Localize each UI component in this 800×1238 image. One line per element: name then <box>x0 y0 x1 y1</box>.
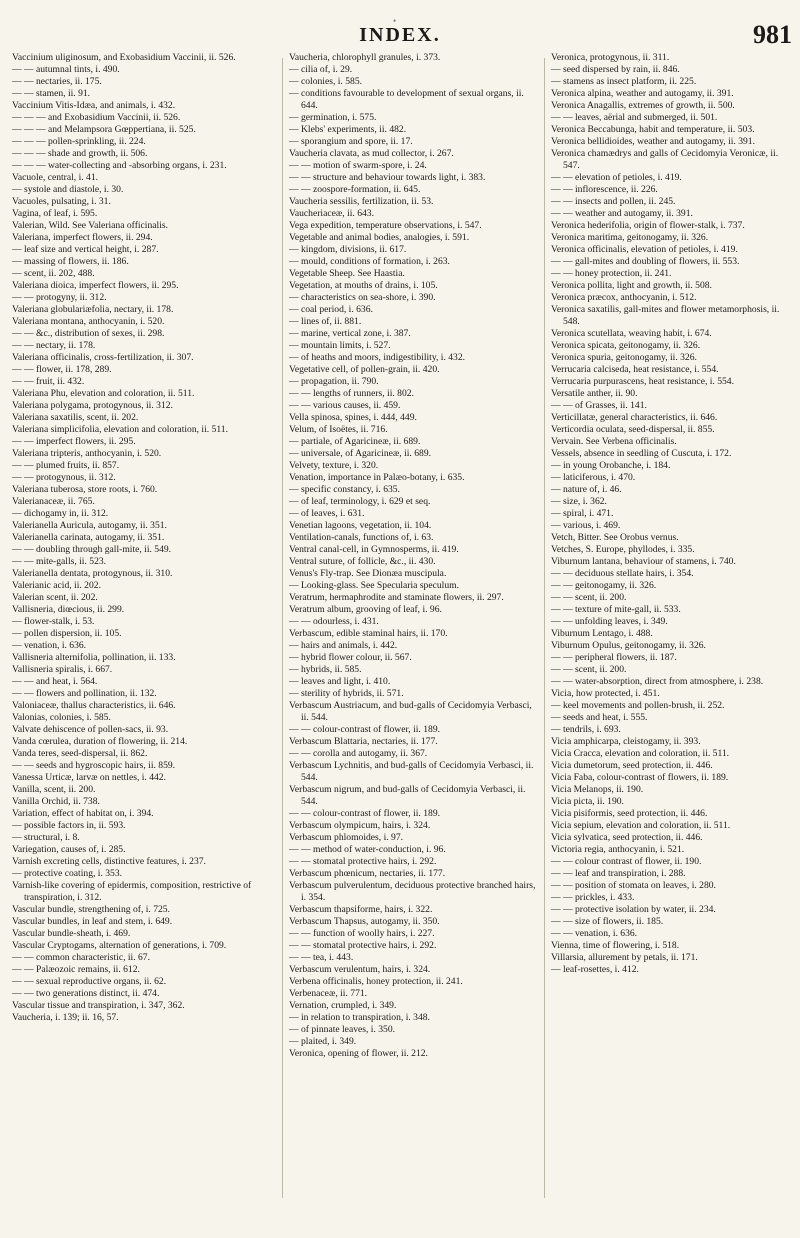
index-entry: Veronica alpina, weather and autogamy, ii. 391. <box>551 88 734 99</box>
index-entry: — size, i. 362. <box>551 496 607 507</box>
index-entry: Vegetable and animal bodies, analogies, i. 591. <box>289 232 470 243</box>
index-entry: Veronica maritima, geitonogamy, ii. 326. <box>551 232 709 243</box>
index-entry: — in relation to transpiration, i. 348. <box>289 1012 430 1023</box>
index-entry: — structural, i. 8. <box>12 832 80 843</box>
index-entry: Verbascum pulverulentum, deciduous protective branched hairs, i. 354. <box>289 880 538 903</box>
index-entry: Valeriana simplicifolia, elevation and coloration, ii. 511. <box>12 424 228 435</box>
index-entry: — seed dispersed by rain, ii. 846. <box>551 64 680 75</box>
index-entry: Verbascum Lychnitis, and bud-galls of Cecidomyia Verbasci, ii. 544. <box>289 760 536 783</box>
index-entry: — lines of, ii. 881. <box>289 316 362 327</box>
index-entry: Vessels, absence in seedling of Cuscuta, i. 172. <box>551 448 732 459</box>
index-entry: — tendrils, i. 693. <box>551 724 621 735</box>
index-entry: Verrucaria purpurascens, heat resistance, i. 554. <box>551 376 735 387</box>
index-entry: Vanessa Urticæ, larvæ on nettles, i. 442. <box>12 772 167 783</box>
index-entry: Vaccinium uliginosum, and Exobasidium Vaccinii, ii. 526. <box>12 52 236 63</box>
index-entry: — Looking-glass. See Specularia speculum. <box>289 580 459 591</box>
index-entry: Vaucheria clavata, as mud collector, i. 267. <box>289 148 454 159</box>
index-entry: Vagina, of leaf, i. 595. <box>12 208 98 219</box>
index-entry: — — protogynous, ii. 312. <box>12 472 116 483</box>
index-entry: — — corolla and autogamy, ii. 367. <box>289 748 428 759</box>
index-entry: Veronica officinalis, elevation of petioles, i. 419. <box>551 244 738 255</box>
index-column-1 <box>12 52 274 1024</box>
index-entry: Vascular bundle, strengthening of, i. 725. <box>12 904 170 915</box>
index-entry: Valerianella dentata, protogynous, ii. 310. <box>12 568 173 579</box>
index-entry: Vascular bundles, in leaf and stem, i. 649. <box>12 916 173 927</box>
index-entry: — — — and Melampsora Gœppertiana, ii. 525. <box>12 124 196 135</box>
index-entry: Vaccinium Vitis-Idæa, and animals, i. 432. <box>12 100 176 111</box>
index-entry: — — lengths of runners, ii. 802. <box>289 388 414 399</box>
index-entry: Ventilation-canals, functions of, i. 63. <box>289 532 434 543</box>
index-entry: — protective coating, i. 353. <box>12 868 123 879</box>
index-entry: Valeriana dioica, imperfect flowers, ii. 295. <box>12 280 179 291</box>
index-entry: — — water-absorption, direct from atmosphere, i. 238. <box>551 676 764 687</box>
index-entry: Vascular bundle-sheath, i. 469. <box>12 928 131 939</box>
index-entry: — of pinnate leaves, i. 350. <box>289 1024 396 1035</box>
index-entry: Vegetable Sheep. See Haastia. <box>289 268 405 279</box>
index-entry: Vegetative cell, of pollen-grain, ii. 420. <box>289 364 440 375</box>
index-entry: — — geitonogamy, ii. 326. <box>551 580 657 591</box>
index-entry: Venus's Fly-trap. See Dionæa muscipula. <box>289 568 447 579</box>
index-entry: Veronica bellidioides, weather and autogamy, ii. 391. <box>551 136 755 147</box>
index-entry: Vicia sylvatica, seed protection, ii. 446. <box>551 832 703 843</box>
index-entry: Vervain. See Verbena officinalis. <box>551 436 677 447</box>
index-entry: Versatile anther, ii. 90. <box>551 388 638 399</box>
running-title: INDEX. <box>359 24 441 46</box>
index-entry: — — flowers and pollination, ii. 132. <box>12 688 157 699</box>
index-entry: Viburnum lantana, behaviour of stamens, i. 740. <box>551 556 736 567</box>
index-entry: — — plumed fruits, ii. 857. <box>12 460 120 471</box>
index-entry: Viburnum Opulus, geitonogamy, ii. 326. <box>551 640 706 651</box>
index-entry: — — scent, ii. 200. <box>551 664 627 675</box>
index-entry: Vetches, S. Europe, phyllodes, i. 335. <box>551 544 695 555</box>
index-entry: Veronica saxatilis, gall-mites and flower metamorphosis, ii. 548. <box>551 304 782 327</box>
index-entry: Vaucheria sessilis, fertilization, ii. 53. <box>289 196 434 207</box>
index-entry: — — stomatal protective hairs, i. 292. <box>289 940 437 951</box>
index-entry: — sporangium and spore, ii. 17. <box>289 136 413 147</box>
index-entry: — — autumnal tints, i. 490. <box>12 64 120 75</box>
index-entry: — — of Grasses, ii. 141. <box>551 400 647 411</box>
index-entry: — pollen dispersion, ii. 105. <box>12 628 122 639</box>
index-entry: — sterility of hybrids, ii. 571. <box>289 688 404 699</box>
index-entry: — — nectary, ii. 178. <box>12 340 96 351</box>
index-entry: — — odourless, i. 431. <box>289 616 379 627</box>
index-entry: — — motion of swarm-spore, i. 24. <box>289 160 427 171</box>
column-divider <box>544 58 545 1198</box>
index-entry: — spiral, i. 471. <box>551 508 614 519</box>
index-entry: Valeriana saxatilis, scent, ii. 202. <box>12 412 139 423</box>
index-entry: Vicia Cracca, elevation and coloration, ii. 511. <box>551 748 730 759</box>
index-entry: Verticordia oculata, seed-dispersal, ii. 855. <box>551 424 715 435</box>
index-entry: Varnish-like covering of epidermis, composition, restrictive of transpiration, i. 312. <box>12 880 254 903</box>
index-entry: Veronica, protogynous, ii. 311. <box>551 52 670 63</box>
index-entry: — — peripheral flowers, ii. 187. <box>551 652 677 663</box>
index-entry: Vacuole, central, i. 41. <box>12 172 99 183</box>
index-entry: Veronica hederifolia, origin of flower-stalk, i. 737. <box>551 220 745 231</box>
index-entry: Viburnum Lentago, i. 488. <box>551 628 653 639</box>
index-entry: Velvety, texture, i. 320. <box>289 460 379 471</box>
index-entry: Veratrum album, grooving of leaf, i. 96. <box>289 604 442 615</box>
index-entry: — propagation, ii. 790. <box>289 376 379 387</box>
page-number: 981 <box>753 20 792 49</box>
index-entry: — — various causes, ii. 459. <box>289 400 401 411</box>
index-entry: — specific constancy, i. 635. <box>289 484 401 495</box>
index-entry: Valerian, Wild. See Valeriana officinalis. <box>12 220 168 231</box>
index-entry: Veronica pollita, light and growth, ii. 508. <box>551 280 712 291</box>
index-entry: — characteristics on sea-shore, i. 390. <box>289 292 436 303</box>
index-entry: Vicia amphicarpa, cleistogamy, ii. 393. <box>551 736 701 747</box>
index-entry: Victoria regia, anthocyanin, i. 521. <box>551 844 685 855</box>
index-entry: — — Palæozoic remains, ii. 612. <box>12 964 140 975</box>
index-entry: — — — shade and growth, ii. 506. <box>12 148 148 159</box>
index-entry: — nature of, i. 46. <box>551 484 622 495</box>
index-entry: — various, i. 469. <box>551 520 621 531</box>
index-entry: — — two generations distinct, ii. 474. <box>12 988 160 999</box>
index-entry: Valeriana Phu, elevation and coloration, ii. 511. <box>12 388 195 399</box>
index-entry: Verbascum Blattaria, nectaries, ii. 177. <box>289 736 438 747</box>
index-entry: Vallisneria spiralis, i. 667. <box>12 664 113 675</box>
index-entry: Verbascum phlomoides, i. 97. <box>289 832 404 843</box>
index-entry: — dichogamy in, ii. 312. <box>12 508 109 519</box>
index-entry: Valerian scent, ii. 202. <box>12 592 98 603</box>
index-entry: — — deciduous stellate hairs, i. 354. <box>551 568 694 579</box>
index-entry: — conditions favourable to development of sexual organs, ii. 644. <box>289 88 527 111</box>
index-entry: — germination, i. 575. <box>289 112 377 123</box>
index-entry: — — weather and autogamy, ii. 391. <box>551 208 693 219</box>
index-entry: Valeriana polygama, protogynous, ii. 312. <box>12 400 173 411</box>
index-entry: — — stomatal protective hairs, i. 292. <box>289 856 437 867</box>
index-entry: Veronica præcox, anthocyanin, i. 512. <box>551 292 697 303</box>
column-divider <box>282 58 283 1198</box>
index-entry: Valeriana officinalis, cross-fertilization, ii. 307. <box>12 352 194 363</box>
index-entry: — — venation, i. 636. <box>551 928 638 939</box>
index-entry: — — — water-collecting and -absorbing organs, i. 231. <box>12 160 227 171</box>
index-entry: Verbascum Austriacum, and bud-galls of Cecidomyia Verbasci, ii. 544. <box>289 700 535 723</box>
index-entry: Vaucheria, i. 139; ii. 16, 57. <box>12 1012 119 1023</box>
index-entry: Valerianaceæ, ii. 765. <box>12 496 95 507</box>
index-entry: Verbascum Thapsus, autogamy, ii. 350. <box>289 916 440 927</box>
index-entry: — — &c., distribution of sexes, ii. 298. <box>12 328 165 339</box>
index-entry: — seeds and heat, i. 555. <box>551 712 648 723</box>
index-entry: — — common characteristic, ii. 67. <box>12 952 151 963</box>
index-entry: — — gall-mites and doubling of flowers, ii. 553. <box>551 256 740 267</box>
index-entry: Veronica, opening of flower, ii. 212. <box>289 1048 428 1059</box>
index-entry: — — imperfect flowers, ii. 295. <box>12 436 136 447</box>
index-entry: — — colour-contrast of flower, ii. 189. <box>289 808 441 819</box>
index-entry: Vanda cœrulea, duration of flowering, ii. 214. <box>12 736 188 747</box>
index-entry: Valoniaceæ, thallus characteristics, ii. 646. <box>12 700 176 711</box>
index-entry: Vernation, crumpled, i. 349. <box>289 1000 397 1011</box>
index-entry: Veronica spuria, geitonogamy, ii. 326. <box>551 352 697 363</box>
index-entry: — of leaf, terminology, i. 629 et seq. <box>289 496 431 507</box>
index-entry: Valvate dehiscence of pollen-sacs, ii. 93. <box>12 724 169 735</box>
index-entry: Verrucaria calciseda, heat resistance, i. 554. <box>551 364 719 375</box>
index-entry: — — tea, i. 443. <box>289 952 354 963</box>
index-entry: Venation, importance in Palæo-botany, i. 635. <box>289 472 465 483</box>
index-entry: Vascular tissue and transpiration, i. 347, 362. <box>12 1000 185 1011</box>
index-entry: Verbenaceæ, ii. 771. <box>289 988 368 999</box>
index-entry: Vetch, Bitter. See Orobus vernus. <box>551 532 679 543</box>
index-entry: — — function of woolly hairs, i. 227. <box>289 928 435 939</box>
index-entry: Vicia Melanops, ii. 190. <box>551 784 644 795</box>
index-entry: — — — and Exobasidium Vaccinii, ii. 526. <box>12 112 181 123</box>
index-entry: — colonies, i. 585. <box>289 76 363 87</box>
index-entry: — — inflorescence, ii. 226. <box>551 184 658 195</box>
index-entry: — — doubling through gall-mite, ii. 549. <box>12 544 172 555</box>
index-entry: — — flower, ii. 178, 289. <box>12 364 112 375</box>
index-entry: — hybrids, ii. 585. <box>289 664 362 675</box>
index-entry: Vallisneria alternifolia, pollination, ii. 133. <box>12 652 176 663</box>
index-entry: — — nectaries, ii. 175. <box>12 76 102 87</box>
index-entry: — — fruit, ii. 432. <box>12 376 85 387</box>
index-entry: Valeriana tripteris, anthocyanin, i. 520. <box>12 448 162 459</box>
index-column-3 <box>551 52 794 976</box>
index-entry: Veronica scutellata, weaving habit, i. 674. <box>551 328 712 339</box>
index-entry: — — protective isolation by water, ii. 234. <box>551 904 716 915</box>
index-entry: — keel movements and pollen-brush, ii. 252. <box>551 700 725 711</box>
index-entry: Vicia sepium, elevation and coloration, ii. 511. <box>551 820 731 831</box>
index-entry: — Klebs' experiments, ii. 482. <box>289 124 407 135</box>
index-entry: Verbascum olympicum, hairs, i. 324. <box>289 820 431 831</box>
index-entry: — — elevation of petioles, i. 419. <box>551 172 682 183</box>
index-entry: — of heaths and moors, indigestibility, i. 432. <box>289 352 466 363</box>
index-entry: Venetian lagoons, vegetation, ii. 104. <box>289 520 432 531</box>
index-entry: — — leaves, aërial and submerged, ii. 501. <box>551 112 718 123</box>
index-entry: — kingdom, divisions, ii. 617. <box>289 244 407 255</box>
index-entry: Vanilla Orchid, ii. 738. <box>12 796 100 807</box>
index-entry: Verbascum verulentum, hairs, i. 324. <box>289 964 431 975</box>
index-entry: Vicia Faba, colour-contrast of flowers, ii. 189. <box>551 772 729 783</box>
index-entry: — systole and diastole, i. 30. <box>12 184 124 195</box>
index-entry: Vegetation, at mouths of drains, i. 105. <box>289 280 438 291</box>
index-entry: — venation, i. 636. <box>12 640 87 651</box>
index-entry: Vascular Cryptogams, alternation of generations, i. 709. <box>12 940 227 951</box>
index-entry: — — honey protection, ii. 241. <box>551 268 672 279</box>
index-entry: — leaf-rosettes, i. 412. <box>551 964 639 975</box>
index-entry: — — scent, ii. 200. <box>551 592 627 603</box>
index-entry: — — method of water-conduction, i. 96. <box>289 844 446 855</box>
index-entry: Valeriana tuberosa, store roots, i. 760. <box>12 484 158 495</box>
index-entry: Vega expedition, temperature observations, i. 547. <box>289 220 482 231</box>
index-entry: — — and heat, i. 564. <box>12 676 98 687</box>
index-entry: Ventral suture, of follicle, &c., ii. 430. <box>289 556 436 567</box>
index-entry: — — sexual reproductive organs, ii. 62. <box>12 976 167 987</box>
index-entry: Vienna, time of flowering, i. 518. <box>551 940 680 951</box>
index-entry: — scent, ii. 202, 488. <box>12 268 95 279</box>
index-entry: Valerianella carinata, autogamy, ii. 351. <box>12 532 165 543</box>
index-entry: — leaf size and vertical height, i. 287. <box>12 244 159 255</box>
index-entry: Verbena officinalis, honey protection, ii. 241. <box>289 976 463 987</box>
index-entry: Verticillatæ, general characteristics, ii. 646. <box>551 412 718 423</box>
index-entry: Vaucheriaceæ, ii. 643. <box>289 208 374 219</box>
index-entry: Vicia dumetorum, seed protection, ii. 446. <box>551 760 713 771</box>
index-entry: — hybrid flower colour, ii. 567. <box>289 652 412 663</box>
index-entry: Variation, effect of habitat on, i. 394. <box>12 808 154 819</box>
index-entry: — stamens as insect platform, ii. 225. <box>551 76 697 87</box>
index-entry: — — size of flowers, ii. 185. <box>551 916 664 927</box>
index-entry: Verbascum phœnicum, nectaries, ii. 177. <box>289 868 446 879</box>
index-column-2 <box>289 52 537 1060</box>
page-header <box>0 14 800 48</box>
header-dot: • <box>393 16 397 26</box>
index-entry: Velum, of Isoëtes, ii. 716. <box>289 424 388 435</box>
index-entry: — — leaf and transpiration, i. 288. <box>551 868 686 879</box>
index-entry: Verbascum, edible staminal hairs, ii. 170. <box>289 628 448 639</box>
index-entry: — marine, vertical zone, i. 387. <box>289 328 411 339</box>
index-entry: Vaucheria, chlorophyll granules, i. 373. <box>289 52 441 63</box>
index-entry: — hairs and animals, i. 442. <box>289 640 398 651</box>
index-entry: Vicia pisiformis, seed protection, ii. 446. <box>551 808 708 819</box>
index-entry: Verbascum nigrum, and bud-galls of Cecidomyia Verbasci, ii. 544. <box>289 784 528 807</box>
index-entry: Ventral canal-cell, in Gymnosperms, ii. 419. <box>289 544 459 555</box>
index-entry: Varnish excreting cells, distinctive features, i. 237. <box>12 856 206 867</box>
index-entry: Valerianella Auricula, autogamy, ii. 351. <box>12 520 167 531</box>
index-entry: — — — pollen-sprinkling, ii. 224. <box>12 136 146 147</box>
index-entry: Vella spinosa, spines, i. 444, 449. <box>289 412 417 423</box>
index-entry: — of leaves, i. 631. <box>289 508 365 519</box>
index-entry: Vanilla, scent, ii. 200. <box>12 784 96 795</box>
index-entry: — possible factors in, ii. 593. <box>12 820 126 831</box>
index-entry: — flower-stalk, i. 53. <box>12 616 95 627</box>
index-entry: — — zoospore-formation, ii. 645. <box>289 184 421 195</box>
index-entry: — partiale, of Agaricineæ, ii. 689. <box>289 436 421 447</box>
index-entry: Valeriana globulariæfolia, nectary, ii. 178. <box>12 304 174 315</box>
index-entry: — mountain limits, i. 527. <box>289 340 391 351</box>
index-entry: Vicia, how protected, i. 451. <box>551 688 660 699</box>
index-entry: Valonias, colonies, i. 585. <box>12 712 111 723</box>
index-entry: — — colour contrast of flower, ii. 190. <box>551 856 702 867</box>
index-entry: — universale, of Agaricineæ, ii. 689. <box>289 448 432 459</box>
index-entry: Valeriana, imperfect flowers, ii. 294. <box>12 232 153 243</box>
index-entry: Vallisneria, diœcious, ii. 299. <box>12 604 125 615</box>
index-entry: Variegation, causes of, i. 285. <box>12 844 126 855</box>
index-entry: — laticiferous, i. 470. <box>551 472 636 483</box>
index-entry: Vacuoles, pulsating, i. 31. <box>12 196 111 207</box>
index-entry: — — insects and pollen, ii. 245. <box>551 196 676 207</box>
index-entry: — — seeds and hygroscopic hairs, ii. 859. <box>12 760 176 771</box>
index-entry: — — structure and behaviour towards light, i. 383. <box>289 172 486 183</box>
index-entry: Valeriana montana, anthocyanin, i. 520. <box>12 316 165 327</box>
index-entry: Verbascum thapsiforme, hairs, i. 322. <box>289 904 433 915</box>
index-entry: Valerianic acid, ii. 202. <box>12 580 101 591</box>
index-entry: Vanda teres, seed-dispersal, ii. 862. <box>12 748 148 759</box>
index-entry: Veratrum, hermaphrodite and staminate flowers, ii. 297. <box>289 592 504 603</box>
index-entry: Veronica Beccabunga, habit and temperature, ii. 503. <box>551 124 755 135</box>
index-entry: — — texture of mite-gall, ii. 533. <box>551 604 681 615</box>
index-entry: — mould, conditions of formation, i. 263. <box>289 256 450 267</box>
index-entry: — — prickles, i. 433. <box>551 892 635 903</box>
index-entry: — — mite-galls, ii. 523. <box>12 556 107 567</box>
index-entry: — leaves and light, i. 410. <box>289 676 391 687</box>
index-entry: — massing of flowers, ii. 186. <box>12 256 129 267</box>
index-entry: — — unfolding leaves, i. 349. <box>551 616 668 627</box>
index-entry: Veronica chamædrys and galls of Cecidomyia Veronicæ, ii. 547. <box>551 148 781 171</box>
index-entry: — cilia of, i. 29. <box>289 64 353 75</box>
index-entry: — — protogyny, ii. 312. <box>12 292 107 303</box>
index-entry: Veronica spicata, geitonogamy, ii. 326. <box>551 340 701 351</box>
index-entry: — plaited, i. 349. <box>289 1036 357 1047</box>
index-entry: — coal period, i. 636. <box>289 304 373 315</box>
index-entry: — — stamen, ii. 91. <box>12 88 91 99</box>
index-entry: Villarsia, allurement by petals, ii. 171. <box>551 952 698 963</box>
index-entry: — — colour-contrast of flower, ii. 189. <box>289 724 441 735</box>
index-entry: Veronica Anagallis, extremes of growth, ii. 500. <box>551 100 735 111</box>
index-entry: — in young Orobanche, i. 184. <box>551 460 671 471</box>
index-entry: Vicia picta, ii. 190. <box>551 796 624 807</box>
index-entry: — — position of stomata on leaves, i. 280. <box>551 880 716 891</box>
